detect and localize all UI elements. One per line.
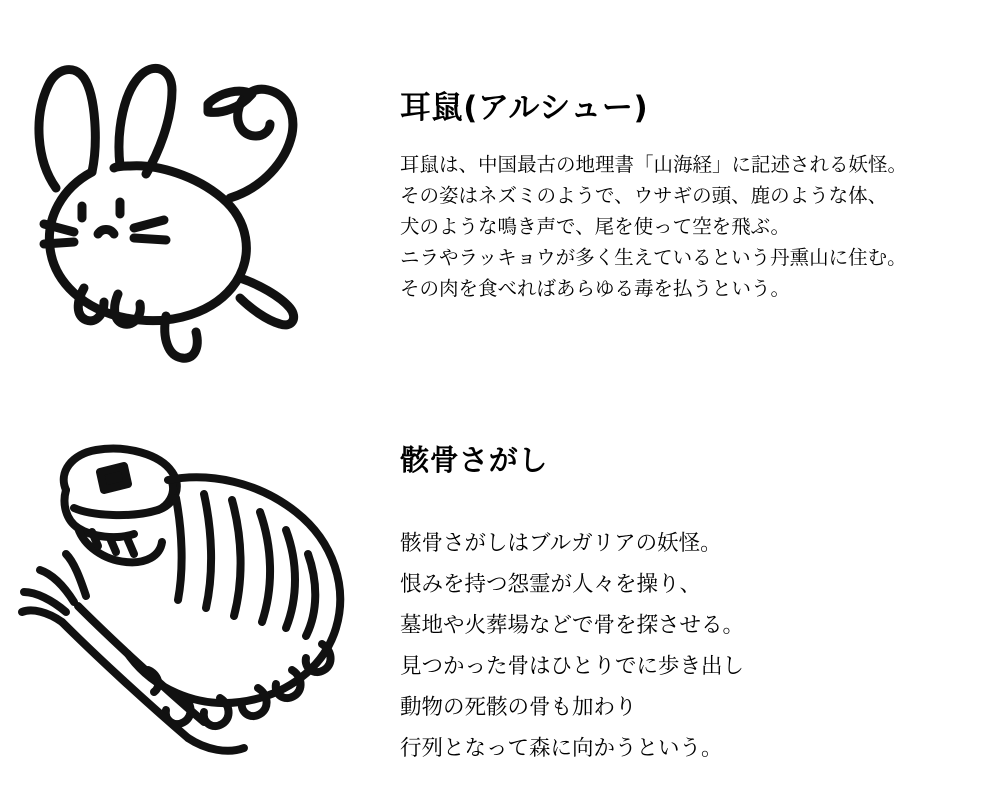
body-line: その姿はネズミのようで、ウサギの頭、鹿のような体、	[400, 184, 888, 207]
body-line: 恨みを持つ怨霊が人々を操り、	[400, 572, 702, 597]
entry-title: 耳鼠(アルシュー)	[400, 90, 649, 126]
body-line: 行列となって森に向かうという。	[400, 736, 723, 761]
body-line: 耳鼠は、中国最古の地理書「山海経」に記述される妖怪。	[400, 153, 908, 176]
entry-text-column	[400, 420, 1000, 769]
entry-text-column	[400, 20, 1000, 304]
body-line: 墓地や火葬場などで骨を探させる。	[400, 613, 745, 638]
entry-mimi-nezumi	[0, 20, 1000, 380]
body-line: 見つかった骨はひとりでに歩き出し	[400, 654, 745, 679]
body-line: 犬のような鳴き声で、尾を使って空を飛ぶ。	[400, 215, 791, 238]
entry-body	[400, 523, 1000, 769]
entry-title: 骸骨さがし	[400, 443, 548, 477]
body-line: 骸骨さがしはブルガリアの妖怪。	[400, 531, 722, 556]
body-line: ニラやラッキョウが多く生えているという丹熏山に住む。	[400, 246, 907, 269]
entry-body	[400, 149, 1000, 304]
entry-gaikotsu-sagashi	[0, 420, 1000, 780]
mimi-nezumi-rabbit-creature-illustration	[0, 20, 400, 380]
body-line: その肉を食べればあらゆる毒を払うという。	[400, 277, 791, 300]
gaikotsu-sagashi-skeleton-illustration	[0, 420, 400, 780]
body-line: 動物の死骸の骨も加わり	[400, 695, 637, 720]
